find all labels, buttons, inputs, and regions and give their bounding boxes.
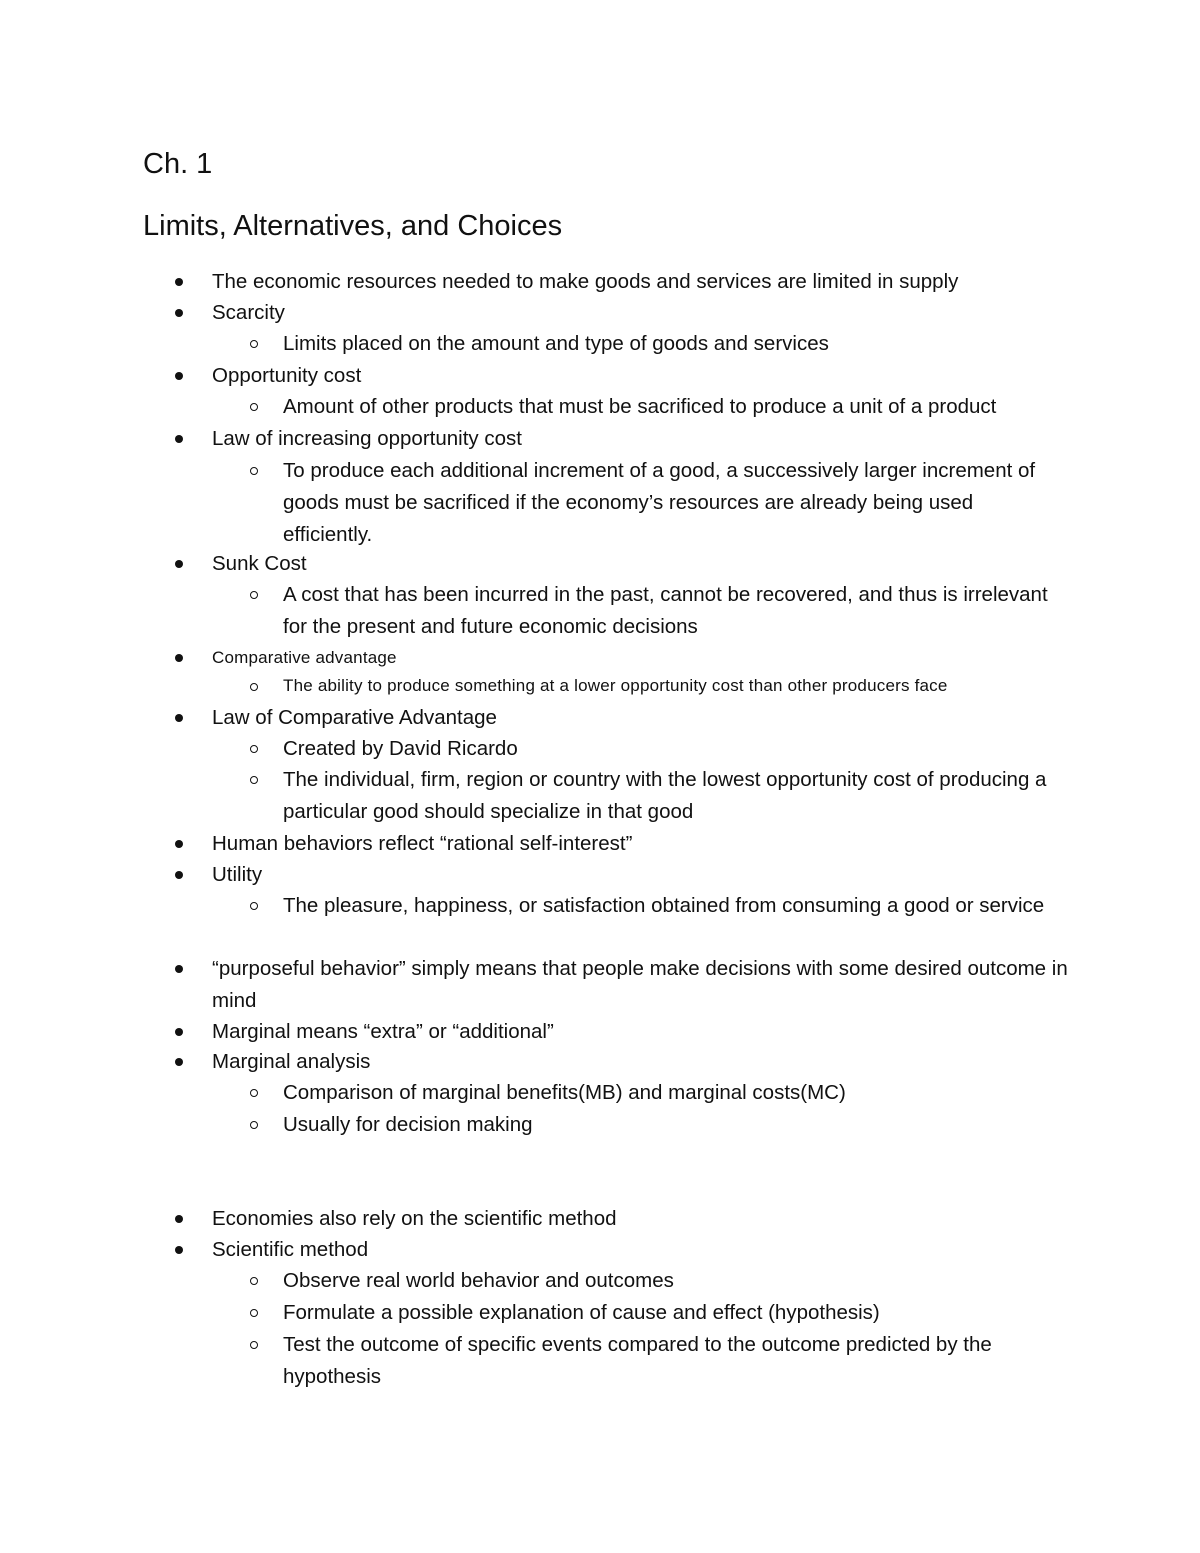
sub-bullet-marker	[250, 1341, 258, 1349]
sub-bullet-marker	[250, 467, 258, 475]
sub-list-item: The pleasure, happiness, or satisfaction obtained from consuming a good or service	[283, 894, 1045, 917]
bullet-marker	[175, 654, 183, 662]
list-item: Human behaviors reflect “rational self-interest”	[212, 832, 633, 855]
list-item: Utility	[212, 863, 263, 886]
sub-list-item: Limits placed on the amount and type of goods and services	[283, 332, 829, 355]
bullet-marker	[175, 714, 183, 722]
list-item: The economic resources needed to make goods and services are limited in supply	[212, 270, 959, 293]
section-title: Limits, Alternatives, and Choices	[143, 210, 563, 242]
sub-list-item: Usually for decision making	[283, 1113, 533, 1136]
sub-bullet-marker	[250, 776, 258, 784]
sub-bullet-marker	[250, 591, 258, 599]
list-item: Opportunity cost	[212, 364, 362, 387]
bullet-marker	[175, 278, 183, 286]
bullet-marker	[175, 965, 183, 973]
list-item: Law of Comparative Advantage	[212, 706, 497, 729]
bullet-marker	[175, 1215, 183, 1223]
list-item: Sunk Cost	[212, 552, 307, 575]
bullet-marker	[175, 1028, 183, 1036]
sub-list-item: The individual, firm, region or country with the lowest opportunity cost of producing a particular good should specialize in that good	[283, 768, 1047, 823]
bullet-marker	[175, 871, 183, 879]
bullet-marker	[175, 372, 183, 380]
sub-bullet-marker	[250, 902, 258, 910]
sub-bullet-marker	[250, 1309, 258, 1317]
bullet-marker	[175, 840, 183, 848]
sub-list-item: A cost that has been incurred in the past, cannot be recovered, and thus is irrelevant for the present and future economic decisions	[283, 583, 1048, 638]
bullet-marker	[175, 309, 183, 317]
sub-list-item: Amount of other products that must be sacrificed to produce a unit of a product	[283, 395, 997, 418]
list-item: “purposeful behavior” simply means that people make decisions with some desired outcome in mind	[212, 957, 1068, 1012]
sub-list-item: Created by David Ricardo	[283, 737, 518, 760]
sub-bullet-marker	[250, 683, 258, 691]
list-item: Scarcity	[212, 301, 285, 324]
list-item: Economies also rely on the scientific method	[212, 1207, 617, 1230]
sub-list-item: Formulate a possible explanation of cause and effect (hypothesis)	[283, 1301, 880, 1324]
sub-list-item: Comparison of marginal benefits(MB) and marginal costs(MC)	[283, 1081, 846, 1104]
sub-bullet-marker	[250, 1089, 258, 1097]
sub-bullet-marker	[250, 1121, 258, 1129]
sub-list-item: To produce each additional increment of a good, a successively larger increment of goods must be sacrificed if the economy’s resources are already being used efficiently.	[283, 459, 1036, 546]
list-item: Comparative advantage	[212, 648, 397, 667]
sub-bullet-marker	[250, 340, 258, 348]
list-item: Law of increasing opportunity cost	[212, 427, 522, 450]
bullet-marker	[175, 1058, 183, 1066]
sub-list-item: Test the outcome of specific events compared to the outcome predicted by the hypothesis	[283, 1333, 992, 1388]
sub-bullet-marker	[250, 1277, 258, 1285]
bullet-marker	[175, 1246, 183, 1254]
list-item: Scientific method	[212, 1238, 369, 1261]
chapter-heading: Ch. 1	[143, 148, 213, 180]
bullet-marker	[175, 560, 183, 568]
sub-bullet-marker	[250, 745, 258, 753]
list-item: Marginal means “extra” or “additional”	[212, 1020, 554, 1043]
bullet-marker	[175, 435, 183, 443]
sub-list-item: Observe real world behavior and outcomes	[283, 1269, 674, 1292]
sub-list-item: The ability to produce something at a lower opportunity cost than other producers face	[283, 676, 948, 695]
list-item: Marginal analysis	[212, 1050, 371, 1073]
sub-bullet-marker	[250, 403, 258, 411]
